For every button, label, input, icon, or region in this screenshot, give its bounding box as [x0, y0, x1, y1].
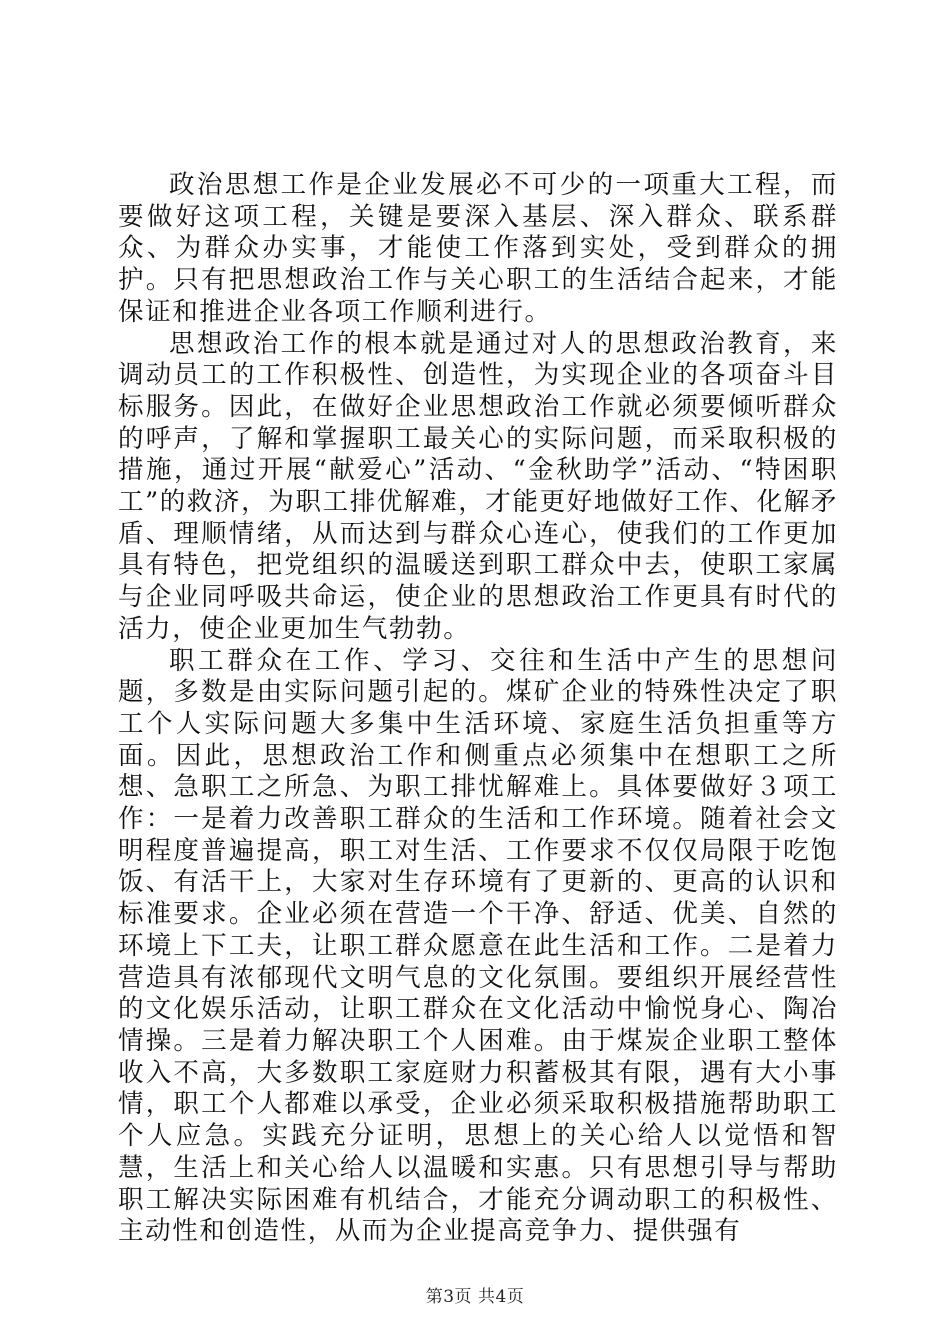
page-footer: 第3页 共4页: [425, 1287, 525, 1307]
document-body: [118, 170, 838, 1248]
paragraph-1: 政治思想工作是企业发展必不可少的一项重大工程，而要做好这项工程，关键是要深入基层、深入群众、联系群众、为群众办实事，才能使工作落到实处，受到群众的拥护。只有把思想政治工作与关心职工的生活结合起来，才能保证和推进企业各项工作顺利进行。: [118, 170, 838, 327]
paragraph-2: 思想政治工作的根本就是通过对人的思想政治教育，来调动员工的工作积极性、创造性，为实现企业的各项奋斗目标服务。因此，在做好企业思想政治工作就必须要倾听群众的呼声，了解和掌握职工最关心的实际问题，而采取积极的措施，通过开展“献爱心”活动、“金秋助学”活动、“特困职工”的救济，为职工排优解难，才能更好地做好工作、化解矛盾、理顺情绪，从而达到与群众心连心，使我们的工作更加具有特色，把党组织的温暖送到职工群众中去，使职工家属与企业同呼吸共命运，使企业的思想政治工作更具有时代的活力，使企业更加生气勃勃。: [118, 328, 838, 644]
paragraph-3: 职工群众在工作、学习、交往和生活中产生的思想问题，多数是由实际问题引起的。煤矿企业的特殊性决定了职工个人实际问题大多集中生活环境、家庭生活负担重等方面。因此，思想政治工作和侧重点必须集中在想职工之所想、急职工之所急、为职工排忧解难上。具体要做好３项工作：一是着力改善职工群众的生活和工作环境。随着社会文明程度普遍提高，职工对生活、工作要求不仅仅局限于吃饱饭、有活干上，大家对生存环境有了更新的、更高的认识和标准要求。企业必须在营造一个干净、舒适、优美、自然的环境上下工夫，让职工群众愿意在此生活和工作。二是着力营造具有浓郁现代文明气息的文化氛围。要组织开展经营性的文化娱乐活动，让职工群众在文化活动中愉悦身心、陶冶情操。三是着力解决职工个人困难。由于煤炭企业职工整体收入不高，大多数职工家庭财力积蓄极其有限，遇有大小事情，职工个人都难以承受，企业必须采取积极措施帮助职工个人应急。实践充分证明，思想上的关心给人以觉悟和智慧，生活上和关心给人以温暖和实惠。只有思想引导与帮助职工解决实际困难有机结合，才能充分调动职工的积极性、主动性和创造性，从而为企业提高竞争力、提供强有: [118, 645, 838, 1247]
